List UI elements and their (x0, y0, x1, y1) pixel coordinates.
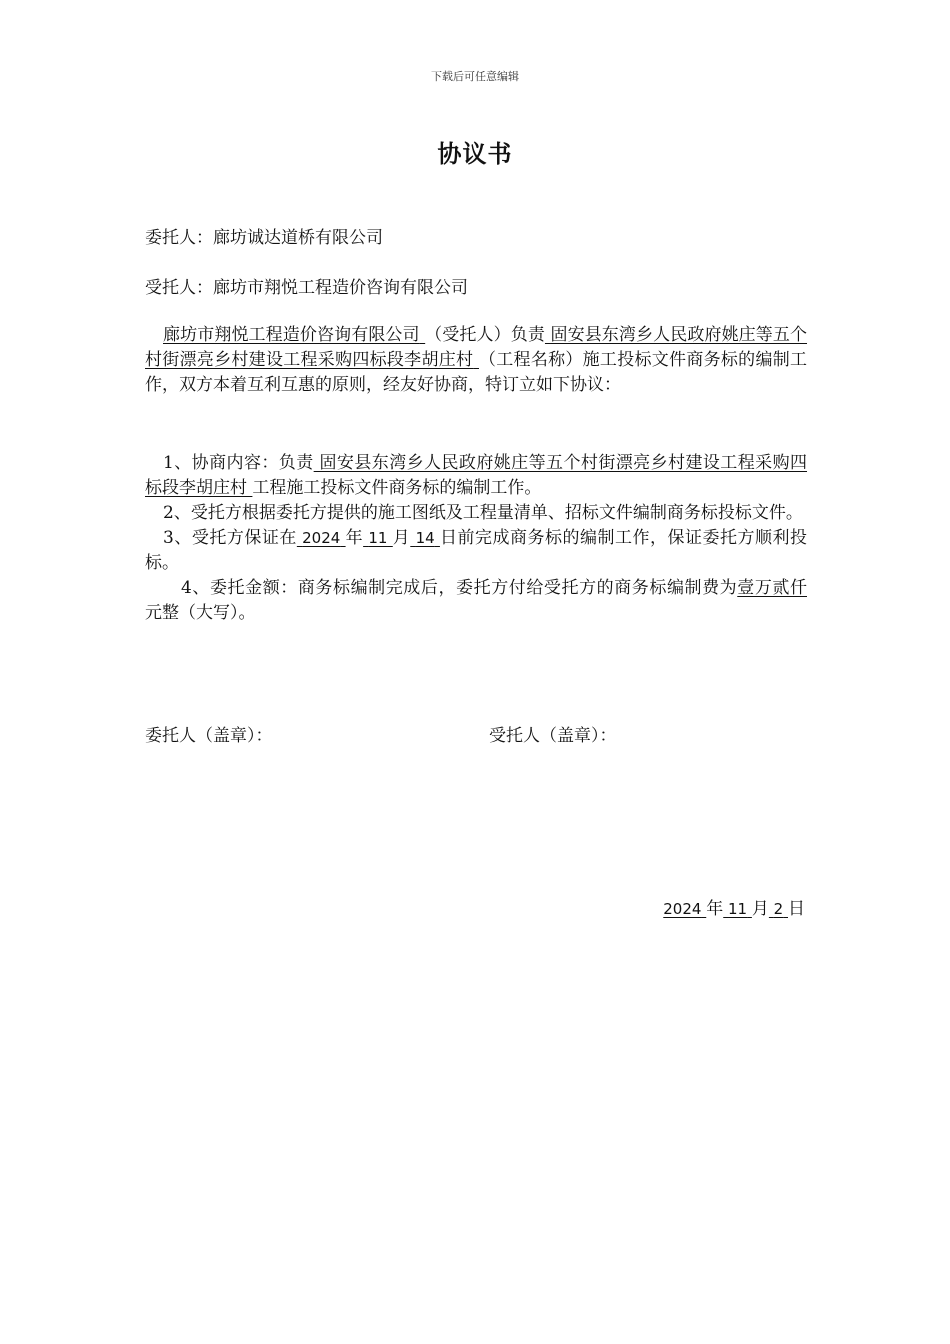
intro-project-name: 固安县东湾乡人民政府姚庄等五个村街漂亮乡村建设工程采购四标段李胡庄村 (145, 325, 808, 370)
agent-label: 受托人： (145, 278, 213, 298)
date-year: 2024 (663, 900, 702, 918)
agent-line (145, 276, 468, 300)
intro-agent-name: 廊坊市翔悦工程造价咨询有限公司 (163, 325, 420, 345)
fee-amount: 壹万贰仟 (737, 578, 807, 598)
intro-agent-role: （受托人）负责 (425, 325, 545, 345)
deadline-month: 11 (368, 529, 388, 547)
date-day: 2 (773, 900, 784, 918)
clause-1: 1、协商内容：负责 固安县东湾乡人民政府姚庄等五个村街漂亮乡村建设工程采购四标段李胡庄村 工程施工投标文件商务标的编制工作。 (145, 453, 808, 498)
clause-2: 2、受托方根据委托方提供的施工图纸及工程量清单、招标文件编制商务标投标文件。 (163, 503, 803, 523)
header-note: 下载后可任意编辑 (431, 70, 519, 83)
principal-signature: 委托人（盖章）： (145, 726, 273, 746)
intro-project-role: （工程名称）施工投标文件商务标的编制工作，双方本着互利互惠的原则，经友好协商，特订立如下协议： (145, 350, 808, 395)
clause-1-project: 固安县东湾乡人民政府姚庄等五个村街漂亮乡村建设工程采购四标段李胡庄村 (145, 453, 808, 498)
agent-signature: 受托人（盖章）： (489, 726, 617, 746)
principal-name: 廊坊诚达道桥有限公司 (213, 228, 383, 248)
intro-paragraph (145, 323, 807, 398)
principal-label: 委托人： (145, 228, 213, 248)
document-title: 协议书 (437, 140, 513, 168)
clauses (145, 451, 807, 626)
deadline-day: 14 (415, 529, 435, 547)
signing-date: 2024 年 11 月 2 日 (663, 899, 805, 919)
clause-3: 3、受托方保证在 2024 年 11 月 14 日前完成商务标的编制工作，保证委托方顺利投标。 (145, 528, 807, 573)
agent-name: 廊坊市翔悦工程造价咨询有限公司 (213, 278, 468, 298)
date-month: 11 (728, 900, 748, 918)
clause-4: 4、委托金额：商务标编制完成后，委托方付给受托方的商务标编制费为壹万贰仟 元整（大写）。 (145, 578, 807, 623)
deadline-year: 2024 (302, 529, 341, 547)
principal-line (145, 226, 383, 250)
